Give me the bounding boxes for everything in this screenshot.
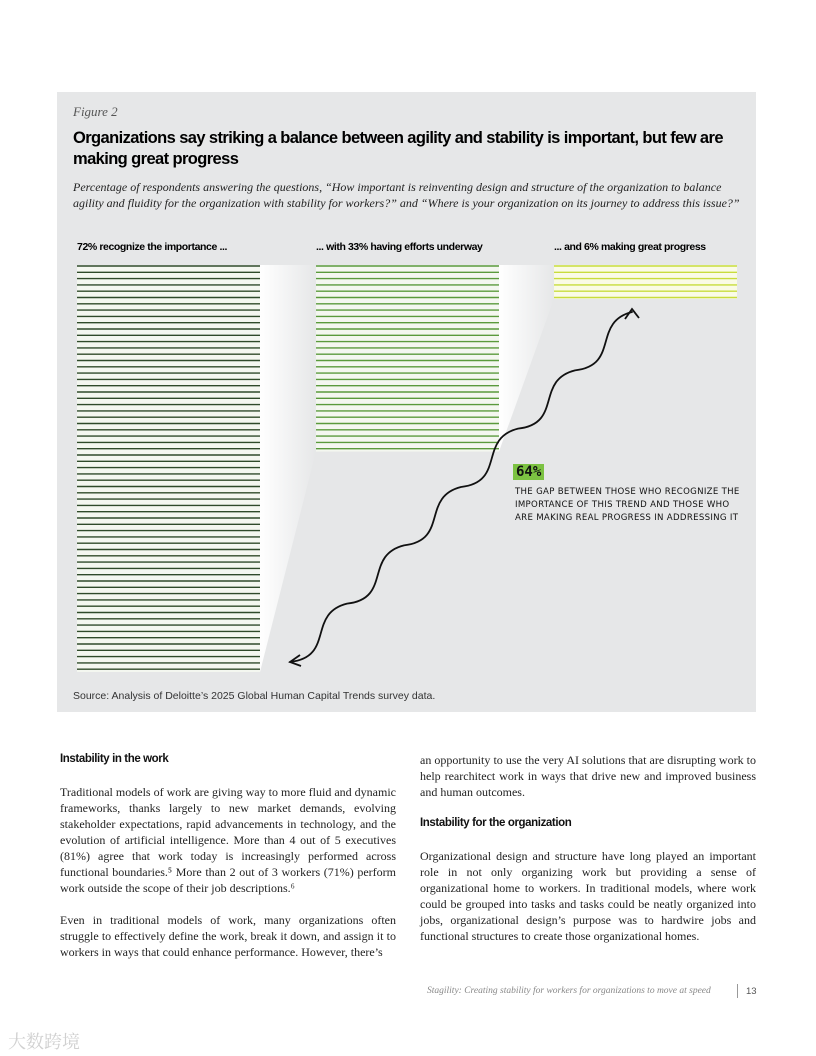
gap-percentage: 64%	[513, 464, 544, 480]
footer-divider	[737, 984, 738, 998]
figure-subtitle: Percentage of respondents answering the questions, “How important is reinventing design and structure of the organization to balance agility and fluidity for the organization with stability for workers?” and “Where is your organization on its journey to address this issue?”	[73, 180, 740, 210]
figure-source: Source: Analysis of Deloitte’s 2025 Global Human Capital Trends survey data.	[73, 690, 436, 702]
bar-0	[77, 265, 260, 672]
figure-title: Organizations say striking a balance between agility and stability is important, but few are making great progress	[73, 129, 723, 168]
figure-label: Figure 2	[73, 104, 118, 119]
gap-annotation: THE GAP BETWEEN THOSE WHO RECOGNIZE THE IMPORTANCE OF THIS TREND AND THOSE WHO ARE MAKING REAL PROGRESS IN ADDRESSING IT	[515, 487, 740, 523]
heading-instability-organization: Instability for the organization	[420, 817, 572, 829]
bar-label-progress: ... and 6% making great progress	[554, 241, 706, 253]
heading-instability-work: Instability in the work	[60, 753, 169, 765]
page-number: 13	[746, 986, 757, 997]
figure-panel	[57, 92, 756, 712]
bar-2	[554, 265, 737, 299]
bar-label-underway: ... with 33% having efforts underway	[316, 241, 483, 253]
connector-wedge	[260, 265, 316, 672]
paragraph: Organizational design and structure have long played an important role in not only organizing work but providing a sense of organizational home to workers. In traditional models, where work could be grouped into tasks and tasks could be neatly organized into jobs, organizational design’s purpose was to hardwire jobs and functional structures to create those organizational homes.	[420, 849, 756, 943]
footer-title: Stagility: Creating stability for workers for organizations to move at speed	[427, 986, 711, 996]
paragraph: an opportunity to use the very AI solutions that are disrupting work to help rearchitect work in ways that drive new and improved business and human outcomes.	[420, 753, 756, 799]
connector-wedge	[499, 265, 554, 452]
paragraph: Even in traditional models of work, many organizations often struggle to effectively define the work, break it down, and assign it to workers in ways that could enhance performance. However, there’s	[60, 913, 396, 959]
bar-label-recognize: 72% recognize the importance ...	[77, 241, 227, 253]
paragraph: Traditional models of work are giving way to more fluid and dynamic frameworks, thanks largely to new market demands, evolving stakeholder expectations, rapid advancements in technology, and the evolution of artificial intelligence. More than 4 out of 5 executives (81%) agree that work today is increasingly performed across functional boundaries.⁵ More than 2 out of 3 workers (71%) perform work outside the scope of their job descriptions.⁶	[60, 785, 396, 895]
watermark: 大数跨境	[8, 1032, 80, 1053]
